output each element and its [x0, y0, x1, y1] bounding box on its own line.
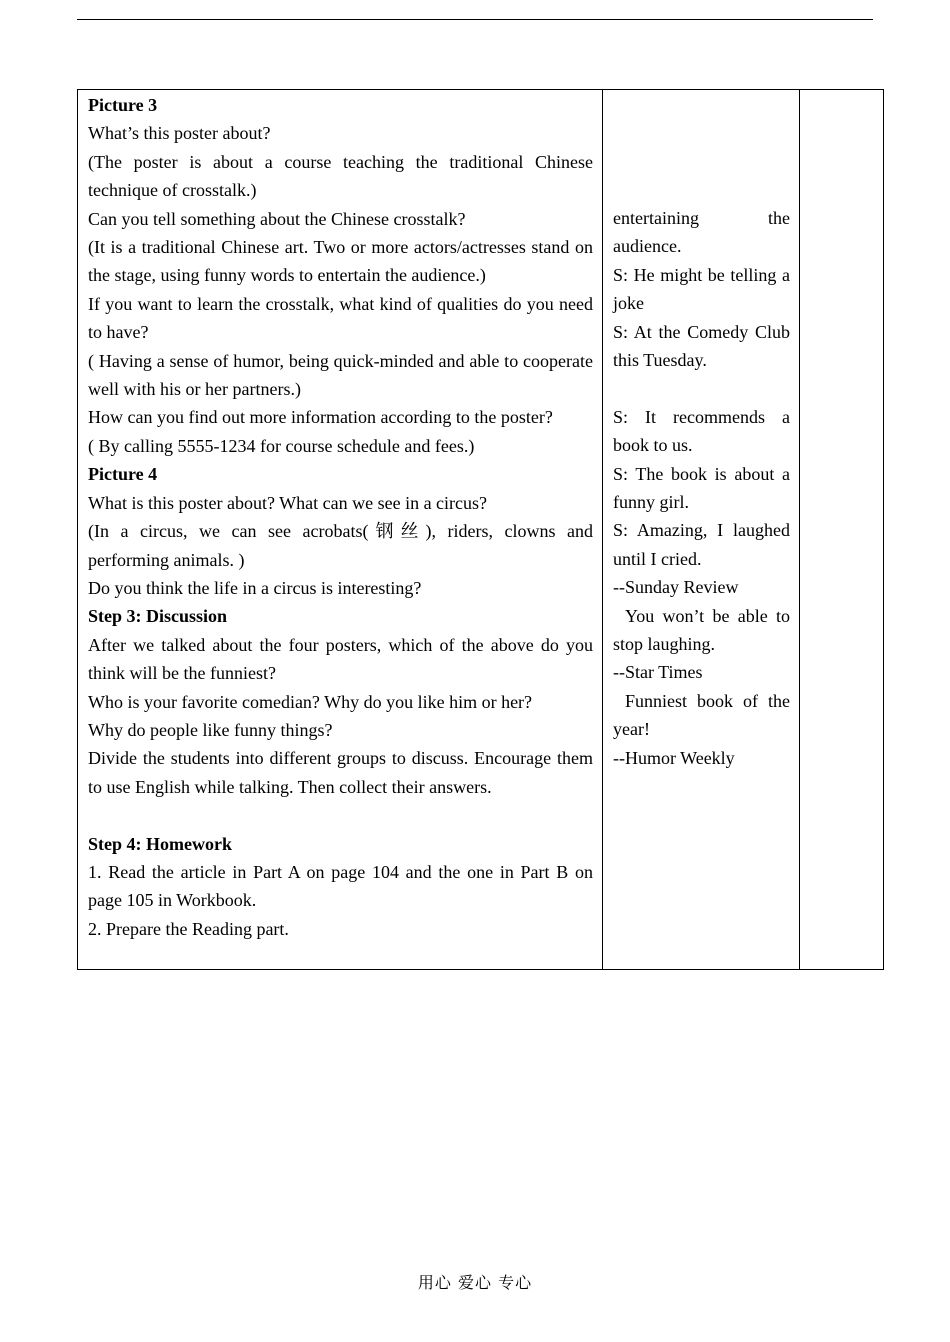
paragraph: ( Having a sense of humor, being quick-minded and able to cooperate well with his or her partners.)	[88, 350, 593, 400]
paragraph: Why do people like funny things?	[88, 719, 333, 740]
paragraph: How can you find out more information according to the poster?	[88, 407, 553, 428]
section-heading: Step 4: Homework	[88, 833, 232, 854]
paragraph: What is this poster about? What can we see in a circus?	[88, 492, 488, 513]
blank-line	[613, 374, 790, 402]
blank-line	[88, 801, 593, 829]
paragraph: (In a circus, we can see acrobats(钢丝), riders, clowns and performing animals. )	[88, 521, 593, 570]
paragraph: (It is a traditional Chinese art. Two or more actors/actresses stand on the stage, using funny words to entertain the audience.)	[88, 237, 593, 286]
header-rule	[77, 19, 873, 20]
student-activity-cell	[603, 90, 800, 970]
section-heading: Picture 4	[88, 464, 158, 485]
student-response: --Humor Weekly	[613, 747, 735, 768]
student-response: S: It recommends a book to us.	[613, 406, 790, 456]
paragraph: ( By calling 5555-1234 for course schedule and fees.)	[88, 435, 475, 456]
student-response: S: The book is about a funny girl.	[613, 463, 790, 513]
teaching-steps-content	[78, 90, 602, 943]
paragraph: After we talked about the four posters, which of the above do you think will be the funniest?	[88, 634, 593, 684]
student-activity-content	[603, 90, 799, 772]
student-response: You won’t be able to stop laughing.	[613, 605, 790, 655]
paragraph: 2. Prepare the Reading part.	[88, 918, 289, 939]
student-response: --Sunday Review	[613, 577, 739, 598]
paragraph: 1. Read the article in Part A on page 104 and the one in Part B on page 105 in Workbook.	[88, 861, 593, 911]
section-heading: Step 3: Discussion	[88, 606, 228, 627]
teaching-steps-cell	[78, 90, 603, 970]
paragraph: Do you think the life in a circus is interesting?	[88, 577, 422, 598]
paragraph: Divide the students into different groups to discuss. Encourage them to use English while talking. Then collect their answers.	[88, 748, 593, 797]
paragraph: Can you tell something about the Chinese crosstalk?	[88, 208, 466, 229]
paragraph: Who is your favorite comedian? Why do you like him or her?	[88, 691, 533, 712]
student-response: S: At the Comedy Club this Tuesday.	[613, 321, 790, 371]
paragraph: What’s this poster about?	[88, 123, 271, 144]
page-footer: 用心 爱心 专心	[417, 1273, 533, 1292]
paragraph: (The poster is about a course teaching the traditional Chinese technique of crosstalk.)	[88, 151, 593, 201]
student-response: Funniest book of the year!	[613, 690, 790, 740]
table-row	[78, 90, 884, 970]
student-response: --Star Times	[613, 662, 703, 683]
paragraph: If you want to learn the crosstalk, what kind of qualities do you need to have?	[88, 293, 593, 343]
section-heading: Picture 3	[88, 95, 158, 115]
student-response: S: Amazing, I laughed until I cried.	[613, 520, 790, 569]
student-response: S: He might be telling a joke	[613, 264, 790, 314]
lesson-plan-table	[77, 89, 884, 970]
student-response: entertaining the audience.	[613, 208, 790, 257]
notes-cell	[800, 90, 884, 970]
